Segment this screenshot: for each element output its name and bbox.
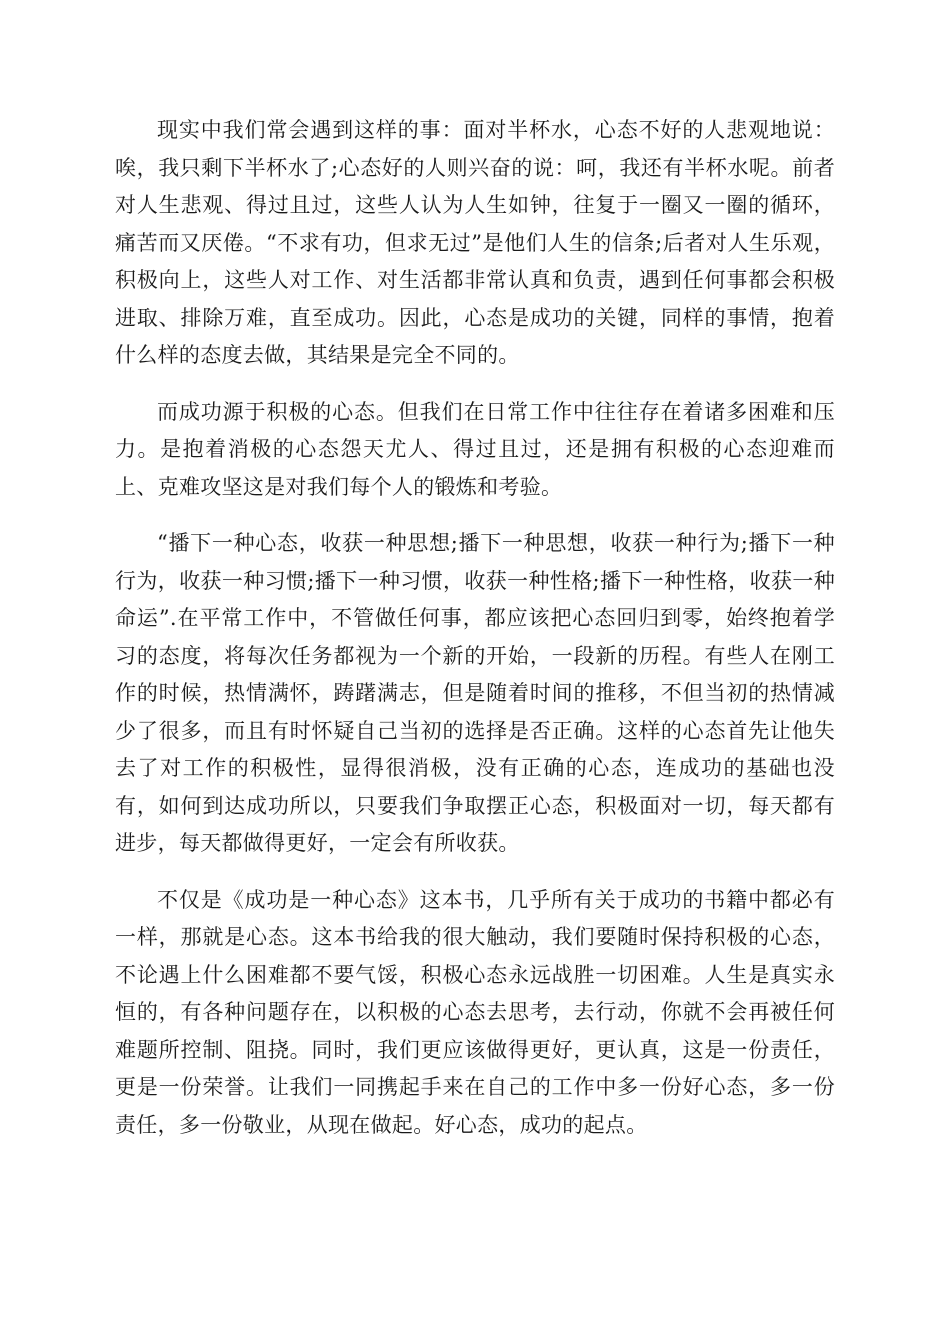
paragraph-2: 而成功源于积极的心态。但我们在日常工作中往往存在着诸多困难和压力。是抱着消极的心态怨天尤人、得过且过，还是拥有积极的心态迎难而上、克难攻坚这是对我们每个人的锻炼和考验。 bbox=[115, 399, 835, 499]
paragraph-4: 不仅是《成功是一种心态》这本书，几乎所有关于成功的书籍中都必有一样，那就是心态。这本书给我的很大触动，我们要随时保持积极的心态，不论遇上什么困难都不要气馁，积极心态永远战胜一切困难。人生是真实永恒的，有各种问题存在，以积极的心态去思考，去行动，你就不会再被任何难题所控制、阻挠。同时，我们更应该做得更好，更认真，这是一份责任，更是一份荣誉。让我们一同携起手来在自己的工作中多一份好心态，多一份责任，多一份敬业，从现在做起。好心态，成功的起点。 bbox=[115, 887, 835, 1137]
paragraph-3: “播下一种心态，收获一种思想;播下一种思想，收获一种行为;播下一种行为，收获一种习惯;播下一种习惯，收获一种性格;播下一种性格，收获一种命运”.在平常工作中，不管做任何事，都应该把心态回归到零，始终抱着学习的态度，将每次任务都视为一个新的开始，一段新的历程。有些人在刚工作的时候，热情满怀，踌躇满志，但是随着时间的推移，不但当初的热情减少了很多，而且有时怀疑自己当初的选择是否正确。这样的心态首先让他失去了对工作的积极性，显得很消极，没有正确的心态，连成功的基础也没有，如何到达成功所以，只要我们争取摆正心态，积极面对一切，每天都有进步，每天都做得更好，一定会有所收获。 bbox=[115, 531, 835, 855]
paragraph-1: 现实中我们常会遇到这样的事：面对半杯水，心态不好的人悲观地说：唉，我只剩下半杯水了;心态好的人则兴奋的说：呵，我还有半杯水呢。前者对人生悲观、得过且过，这些人认为人生如钟，往复于一圈又一圈的循环，痛苦而又厌倦。“不求有功，但求无过”是他们人生的信条;后者对人生乐观，积极向上，这些人对工作、对生活都非常认真和负责，遇到任何事都会积极进取、排除万难，直至成功。因此，心态是成功的关键，同样的事情，抱着什么样的态度去做，其结果是完全不同的。 bbox=[115, 118, 835, 367]
document-body bbox=[115, 112, 835, 1144]
